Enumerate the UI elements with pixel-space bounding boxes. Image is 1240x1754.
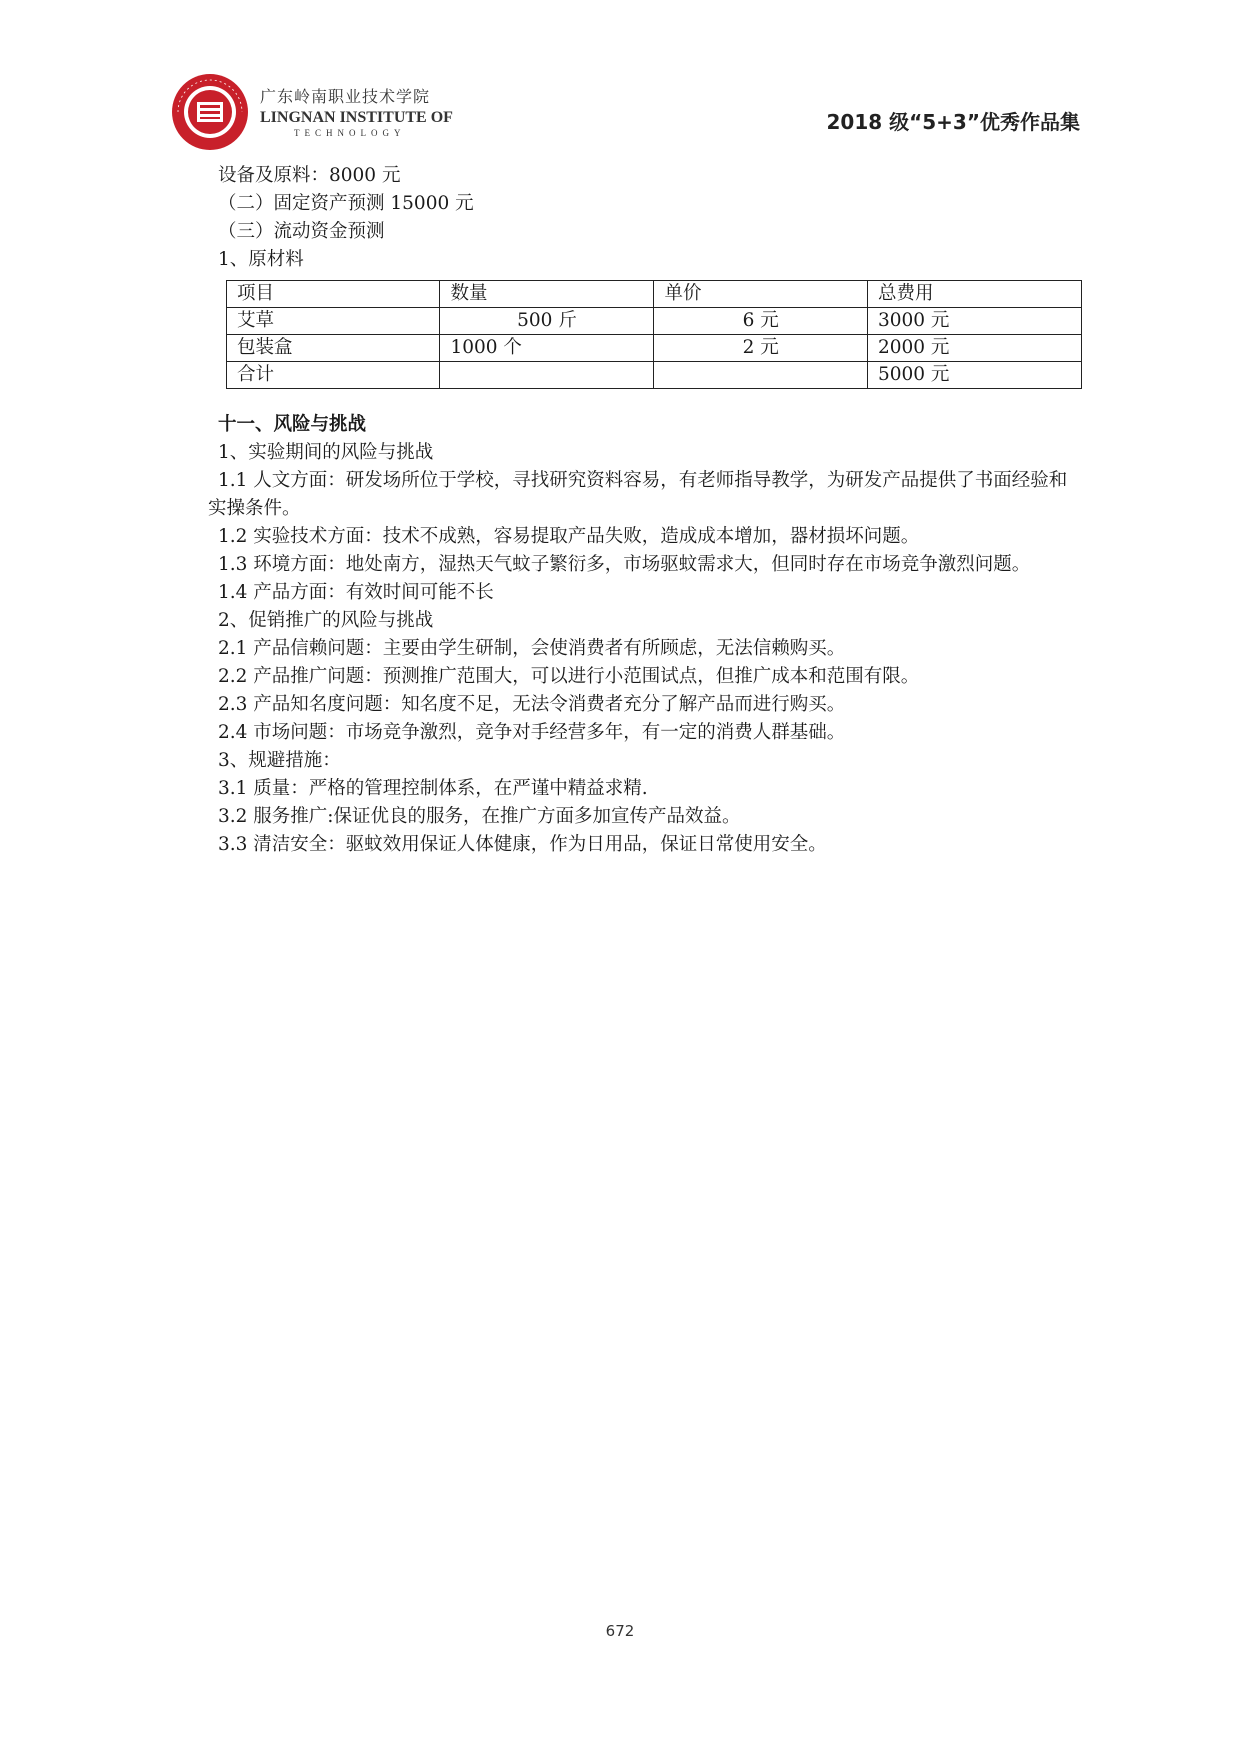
table-cell: 5000 元 — [867, 362, 1081, 389]
paragraph — [208, 551, 1078, 579]
page-header — [170, 72, 1080, 152]
section-heading: 十一、风险与挑战 — [218, 414, 367, 435]
school-name-cn: 广东岭南职业技术学院 — [260, 87, 431, 106]
table-header-cell: 总费用 — [867, 281, 1081, 308]
table-header-cell: 单价 — [654, 281, 867, 308]
text-line: 2.4 市场问题：市场竞争激烈，竞争对手经营多年，有一定的消费人群基础。 — [218, 722, 846, 743]
text-line: 2.2 产品推广问题：预测推广范围大，可以进行小范围试点，但推广成本和范围有限。 — [218, 666, 920, 687]
collection-title: 2018 级“5+3”优秀作品集 — [826, 110, 1080, 134]
table-row — [227, 335, 1082, 362]
table-cell: 包装盒 — [227, 335, 440, 362]
table-cell: 2 元 — [654, 335, 867, 362]
table-header-row — [227, 281, 1082, 308]
table-cell: 1000 个 — [440, 335, 654, 362]
table-header-cell: 项目 — [227, 281, 440, 308]
text-line: 设备及原料：8000 元 — [218, 165, 401, 186]
page-number: 672 — [605, 1622, 635, 1640]
text-line: 2.1 产品信赖问题：主要由学生研制，会使消费者有所顾虑，无法信赖购买。 — [218, 638, 846, 659]
school-name-en: LINGNAN INSTITUTE OF — [260, 109, 453, 126]
paragraph-text: 1.3 环境方面：地处南方，湿热天气蚊子繁衍多，市场驱蚊需求大，但同时存在市场竞争激烈问题。 — [218, 554, 1031, 575]
paragraph-text: 1.1 人文方面：研发场所位于学校，寻找研究资料容易，有老师指导教学，为研发产品提供了书面经验和实操条件。 — [208, 470, 1068, 519]
materials-table — [226, 280, 1082, 389]
table-cell: 合计 — [227, 362, 440, 389]
table-row — [227, 362, 1082, 389]
table-cell: 500 斤 — [440, 308, 654, 335]
table-cell — [654, 362, 867, 389]
text-line: 1、实验期间的风险与挑战 — [218, 442, 434, 463]
text-line: 3.2 服务推广:保证优良的服务，在推广方面多加宣传产品效益。 — [218, 806, 741, 827]
text-line: 3.1 质量：严格的管理控制体系，在严谨中精益求精. — [218, 778, 648, 799]
table-cell — [440, 362, 654, 389]
text-line: 2.3 产品知名度问题：知名度不足，无法令消费者充分了解产品而进行购买。 — [218, 694, 846, 715]
text-line: 1、原材料 — [218, 249, 304, 270]
table-cell: 2000 元 — [867, 335, 1081, 362]
table-cell: 3000 元 — [867, 308, 1081, 335]
table-header-cell: 数量 — [440, 281, 654, 308]
school-name — [260, 84, 453, 138]
paragraph — [208, 467, 1078, 523]
text-line: 3、规避措施： — [218, 750, 341, 771]
text-line: （三）流动资金预测 — [218, 221, 385, 242]
table-cell: 艾草 — [227, 308, 440, 335]
page-content — [208, 162, 1084, 859]
text-line: （二）固定资产预测 15000 元 — [218, 193, 474, 214]
text-line: 2、促销推广的风险与挑战 — [218, 610, 434, 631]
school-name-en-2: TECHNOLOGY — [294, 128, 406, 138]
text-line: 3.3 清洁安全：驱蚊效用保证人体健康，作为日用品，保证日常使用安全。 — [218, 834, 827, 855]
school-logo-icon — [170, 72, 250, 152]
text-line: 1.2 实验技术方面：技术不成熟，容易提取产品失败，造成成本增加，器材损坏问题。 — [218, 526, 920, 547]
table-row — [227, 308, 1082, 335]
text-line: 1.4 产品方面：有效时间可能不长 — [218, 582, 494, 603]
table-cell: 6 元 — [654, 308, 867, 335]
